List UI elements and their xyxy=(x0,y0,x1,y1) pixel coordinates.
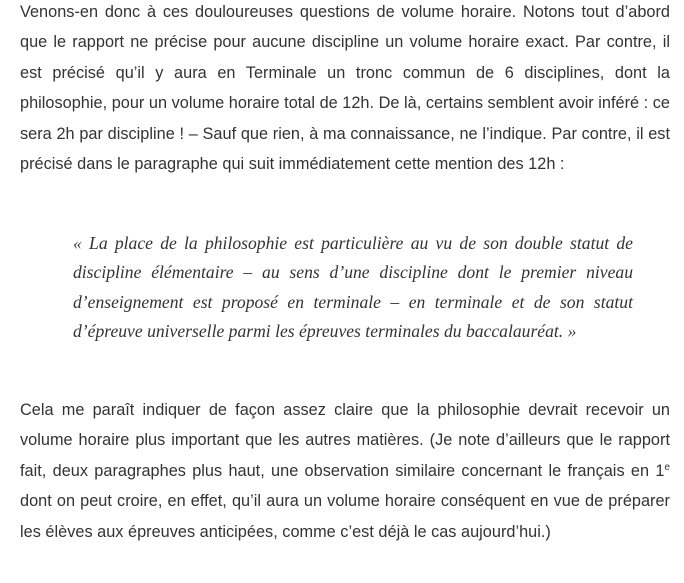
quote-philosophie: « La place de la philosophie est particulière au vu de son double statut de discipline élémentaire – au sens d’une discipline dont le premier niveau d’enseignement est proposé en terminale – en terminale et de son statut d’épreuve universelle parmi les épreuves terminales du baccalauréat. » xyxy=(73,233,633,342)
paragraph-volume-horaire: Venons-en donc à ces douloureuses questions de volume horaire. Notons tout d’abord que le rapport ne précise pour aucune discipline un volume horaire exact. Par contre, il est précisé qu’il y aura en Terminale un tronc commun de 6 disciplines, dont la philosophie, pour un volume horaire total de 12h. De là, certains semblent avoir inféré : ce sera 2h par discipline ! – Sauf que rien, à ma connaissance, ne l’indique. Par contre, il est précisé dans le paragraphe qui suit immédiatement cette mention des 12h : xyxy=(20,3,670,174)
paragraph-conclusion-text-start: Cela me paraît indiquer de façon assez claire que la philosophie devrait recevoir un volume horaire plus important que les autres matières. (Je note d’ailleurs que le rapport fait, deux paragraphes plus haut, une observation similaire concernant le français en 1 xyxy=(20,401,670,480)
superscript-e: e xyxy=(664,461,670,473)
paragraph-conclusion xyxy=(20,395,670,547)
paragraph-conclusion-text-end: dont on peut croire, en effet, qu’il aura un volume horaire conséquent en vue de préparer les élèves aux épreuves anticipées, comme c’est déjà le cas aujourd’hui.) xyxy=(20,492,670,541)
